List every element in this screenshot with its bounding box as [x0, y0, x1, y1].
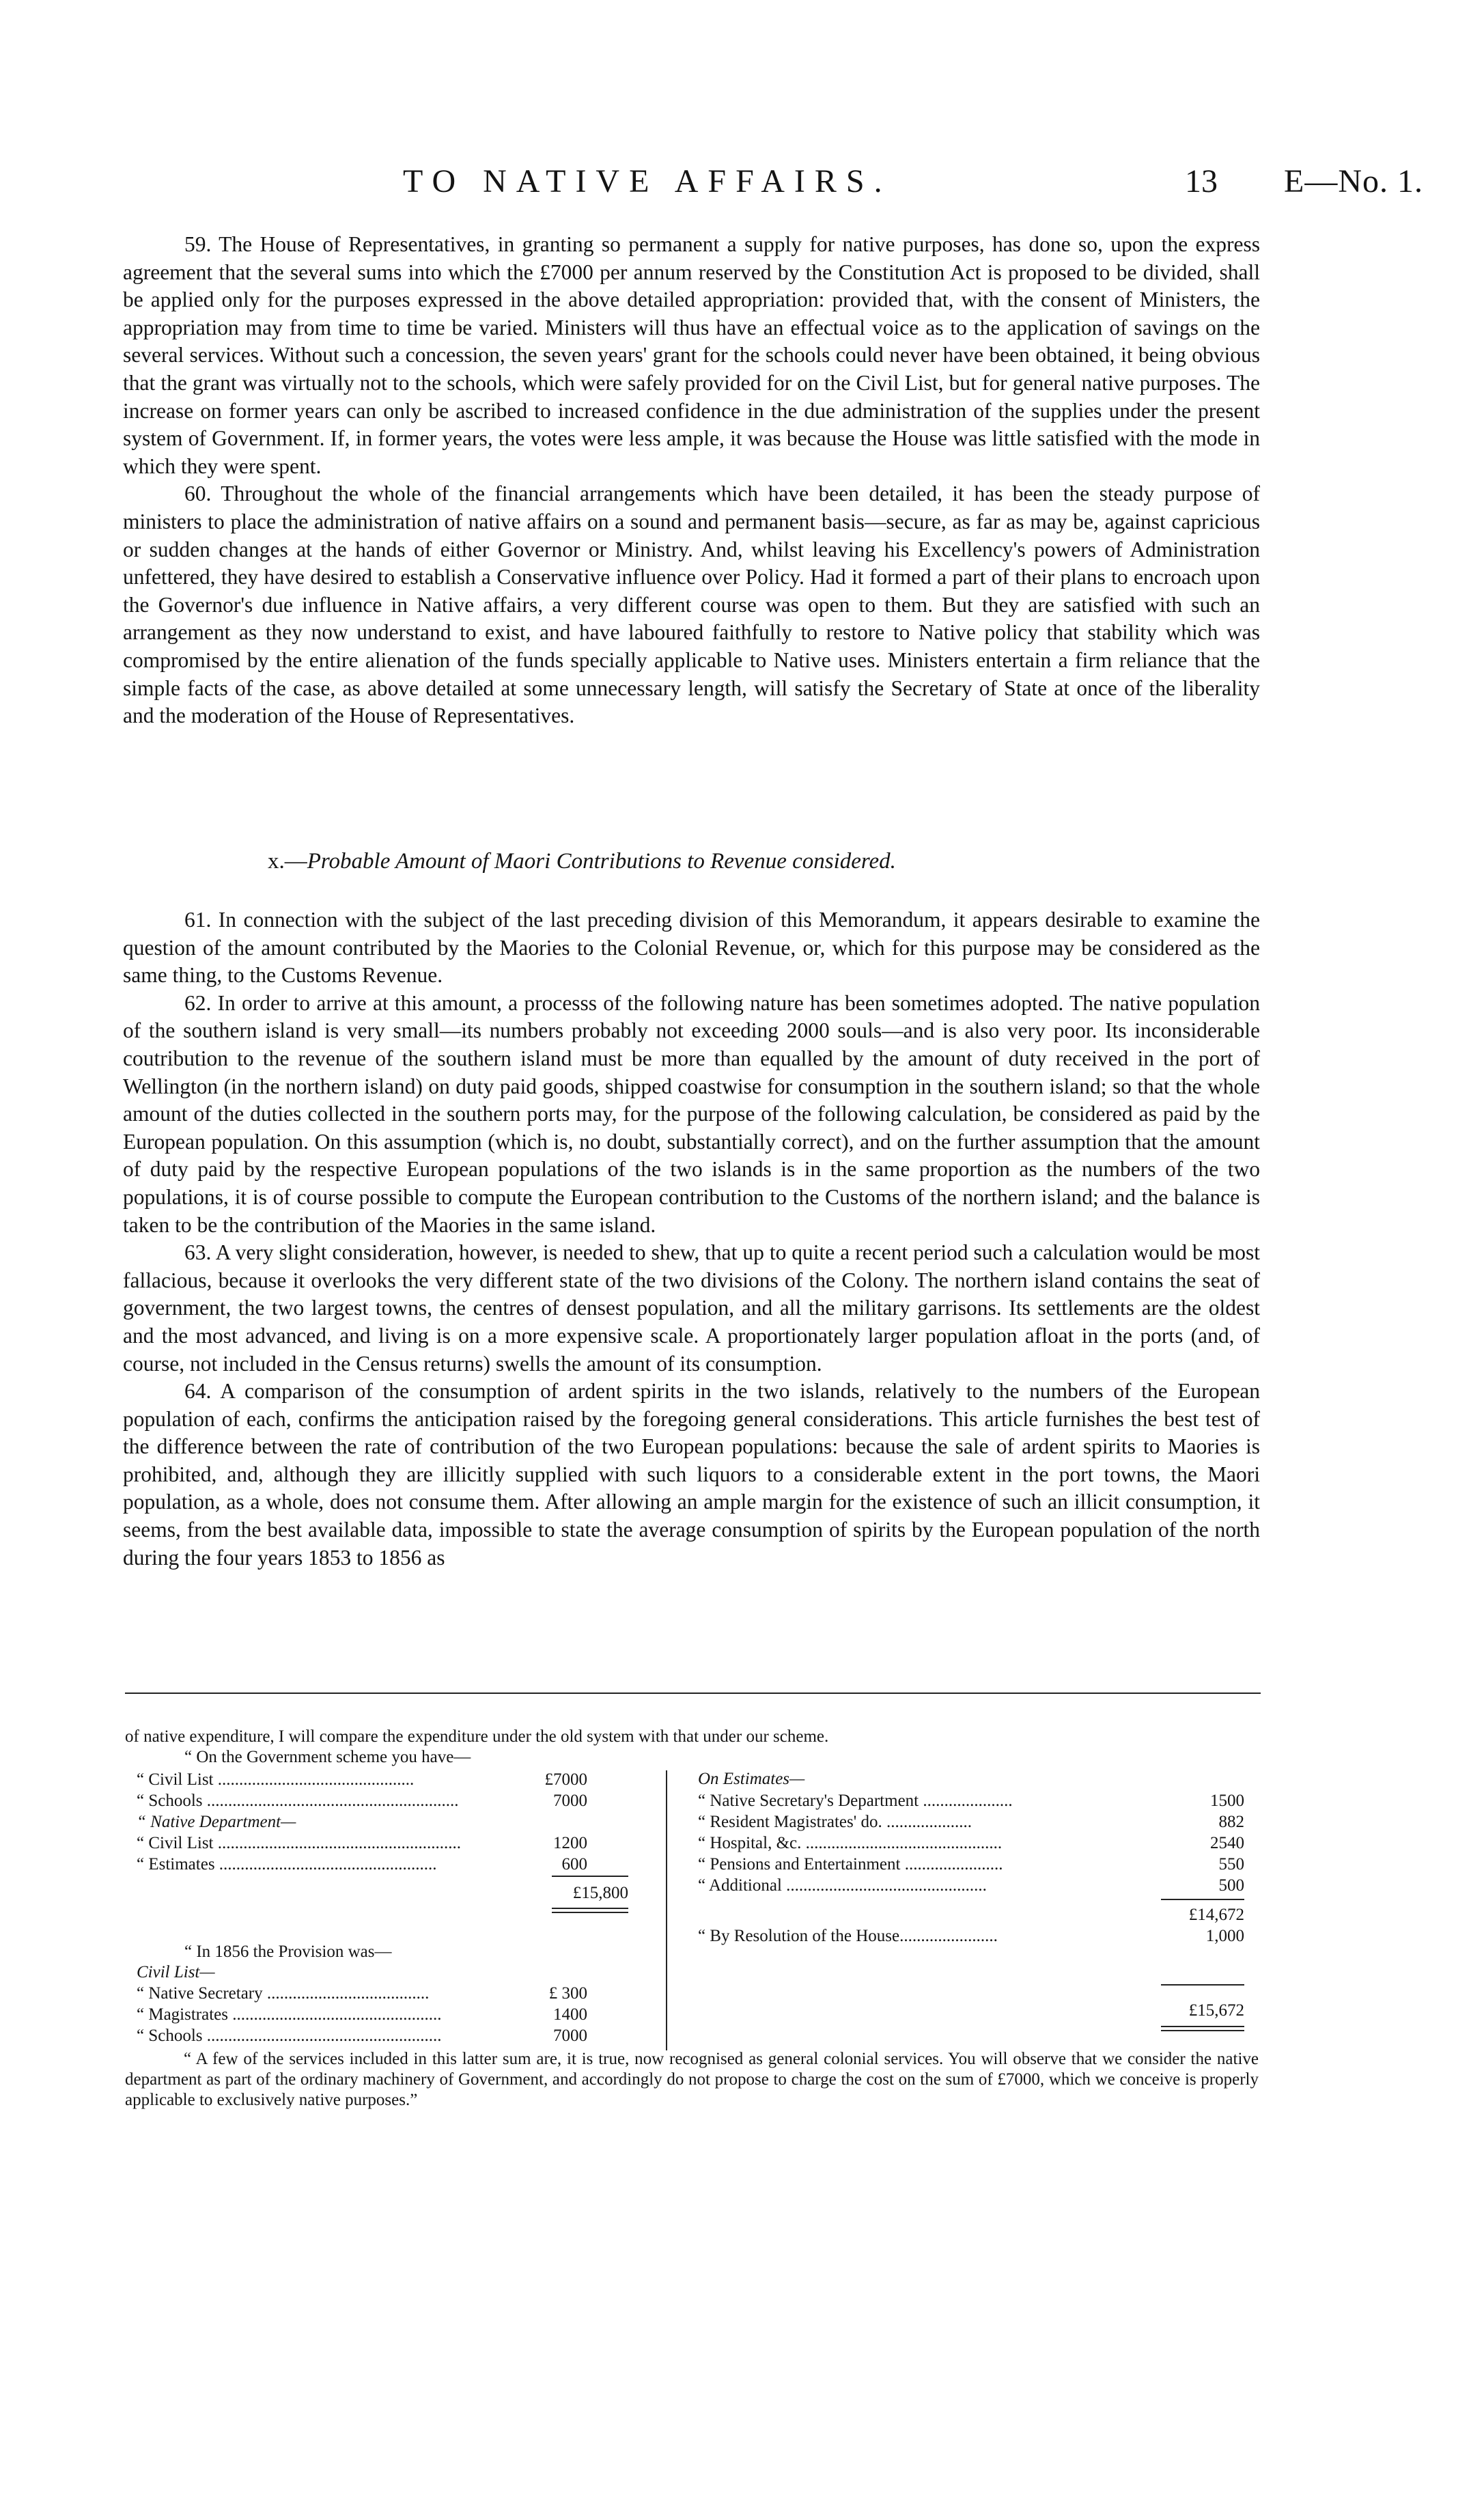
- ledger-estimates: [698, 1790, 1244, 1896]
- ledger-label: “ Magistrates .................................................: [137, 2005, 442, 2024]
- ledger-1856-provision: [137, 1983, 587, 2046]
- paragraph-63: 63. A very slight consideration, however, is needed to shew, that up to quite a recent period such a calculation would be most fallacious, because it overlooks the very different state of the two divisions of the Colony. The northern island contains the seat of government, the two largest towns, the centres of densest population, and all the military garrisons. Its settlements are the oldest and the most advanced, and living is on a more expensive scale. A proportionately larger population afloat in the ports (and, of course, not included in the Census returns) swells the amount of its consumption.: [123, 1240, 1260, 1376]
- ledger-amount: 1,000: [1205, 1927, 1244, 1945]
- section-heading: [268, 849, 896, 874]
- column-divider: [666, 1770, 667, 2050]
- ledger-amount: 1400: [553, 2005, 587, 2024]
- ledger-row: [698, 1833, 1244, 1854]
- ledger-label: “ Civil List ..............................................: [137, 1770, 415, 1789]
- ledger-row: [698, 1811, 1244, 1833]
- paragraph-60: 60. Throughout the whole of the financial arrangements which have been detailed, it has been the steady purpose of ministers to place the administration of native affairs on a sound and permanent basis—secure, as far as may be, against capricious or sudden changes at the hands of either Governor or Ministry. And, whilst leaving his Excellency's powers of Administration unfettered, they have desired to establish a Conservative influence over Policy. Had it formed a part of their plans to encroach upon the Governor's due influence in Native affairs, a very different course was open to them. But they are satisfied with such an arrangement as they now understand to exist, and have laboured faithfully to restore to Native policy that stability which was compromised by the entire alienation of the funds specially applicable to Native uses. Ministers entertain a firm reliance that the simple facts of the case, as above detailed at some unnecessary length, will satisfy the Secretary of State at once of the liberality and the moderation of the House of Representatives.: [123, 482, 1260, 728]
- ledger-label: “ Hospital, &c. ..............................................: [698, 1834, 1003, 1852]
- paragraph-block-2: [123, 906, 1260, 1572]
- ledger-amount: 2540: [1210, 1834, 1244, 1852]
- ledger-label: “ Native Secretary's Department .....................: [698, 1792, 1013, 1810]
- ledger-amount: 7000: [553, 1792, 587, 1810]
- ledger-row: [698, 1875, 1244, 1896]
- ledger-label: “ Schools ...........................................................: [137, 1792, 459, 1810]
- ledger-government-scheme: [137, 1769, 587, 1875]
- ledger-row: [137, 1854, 587, 1875]
- ledger-label: “ Native Department—: [137, 1813, 296, 1831]
- section-heading-number: x.—: [268, 849, 307, 874]
- ledger-label: “ Pensions and Entertainment .......................: [698, 1855, 1003, 1874]
- ledger-amount: 1500: [1210, 1792, 1244, 1810]
- ledger-row: [137, 1811, 587, 1833]
- ledger-label: “ Resident Magistrates' do. ....................: [698, 1813, 972, 1831]
- ledger-label: “ Civil List .........................................................: [137, 1834, 461, 1852]
- ledger-total: £15,800: [572, 1884, 628, 1902]
- ledger-label: “ By Resolution of the House.......................: [698, 1927, 998, 1945]
- sum-rule: [552, 1912, 628, 1913]
- ledger-row: [698, 2000, 1244, 2021]
- paragraph-59: 59. The House of Representatives, in granting so permanent a supply for native purposes, has done so, upon the express agreement that the several sums into which the £7000 per annum reserved by the Constitution Act is proposed to be divided, shall be applied only for the purposes expressed in the above detailed appropriation: provided that, with the consent of Ministers, the appropriation may from time to time be varied. Ministers will thus have an effectual voice as to the application of savings on the several services. Without such a concession, the seven years' grant for the schools could never have been obtained, it being obvious that the grant was virtually not to the schools, which were safely provided for on the Civil List, but for general native purposes. The increase on former years can only be ascribed to increased confidence in the due administration of the supplies under the present system of Government. If, in former years, the votes were less ample, it was because the House was little satisfied with the mode in which they were spent.: [123, 232, 1260, 478]
- ledger-row: [137, 1833, 587, 1854]
- paragraph-62: 62. In order to arrive at this amount, a processs of the following nature has been sometimes adopted. The native population of the southern island is very small—its numbers probably not exceeding 2000 souls—and is also very poor. Its inconsiderable coutribution to the revenue of the southern island must be more than equalled by the amount of duty received in the port of Wellington (in the northern island) on duty paid goods, shipped coastwise for consumption in the southern island; so that the whole amount of the duties collected in the southern ports may, for the purpose of the following calculation, be considered as paid by the European population. On this assumption (which is, no doubt, substantially correct), and on the further assumption that the amount of duty paid by the respective European populations of the two islands is in the same proportion as the numbers of the two populations, it is of course possible to compute the European contribution to the Customs of the northern island; and the balance is taken to be the contribution of the Maories in the same island.: [123, 990, 1260, 1237]
- ledger-row: [137, 1769, 587, 1790]
- page-number: 13: [1185, 163, 1218, 199]
- ledger-estimates-total: [698, 2000, 1244, 2021]
- ledger-left-total: [137, 1882, 628, 1904]
- ledger-label: “ Additional ...............................................: [698, 1876, 987, 1895]
- ledger-amount: 882: [1218, 1813, 1244, 1831]
- ledger-amount: 500: [1218, 1876, 1244, 1895]
- ledger-estimates-subtotal: [698, 1904, 1244, 1947]
- sum-rule: [552, 1876, 628, 1877]
- section-heading-text: Probable Amount of Maori Contributions to Revenue considered.: [307, 849, 896, 874]
- running-header-title: TO NATIVE AFFAIRS.: [403, 163, 892, 199]
- footnote-estimates-heading: On Estimates—: [698, 1770, 805, 1788]
- ledger-row: [137, 2025, 587, 2046]
- footnote-intro: of native expenditure, I will compare the expenditure under the old system with that under our scheme.: [125, 1727, 829, 1746]
- ledger-row: [698, 1854, 1244, 1875]
- paragraph-61: 61. In connection with the subject of the last preceding division of this Memorandum, it appears desirable to examine the question of the amount contributed by the Maories to the Colonial Revenue, or, which for this purpose may be considered as the same thing, to the Customs Revenue.: [123, 908, 1260, 988]
- footnote-divider: [125, 1693, 1261, 1694]
- ledger-row: [137, 1790, 587, 1811]
- footnote-left-heading: “ On the Government scheme you have—: [184, 1748, 471, 1766]
- ledger-amount: 1200: [553, 1834, 587, 1852]
- footnote-closing-quote: “ A few of the services included in this latter sum are, it is true, now recognised as general colonial services. You will observe that we consider the native department as part of the ordinary machinery of Government, and accordingly do not propose to charge the cost on the sum of £7000, which we conceive is properly applicable to exclusively native purposes.”: [125, 2050, 1259, 2109]
- sum-rule: [1161, 2026, 1244, 2027]
- ledger-row: [137, 1882, 628, 1904]
- document-reference: E—No. 1.: [1284, 163, 1423, 199]
- paragraph-block-1: [123, 231, 1260, 730]
- ledger-label: “ Schools .......................................................: [137, 2027, 442, 2045]
- footnote-provision-heading: “ In 1856 the Provision was—: [184, 1942, 392, 1961]
- ledger-amount: 600: [561, 1855, 587, 1874]
- sum-rule: [1161, 1899, 1244, 1900]
- sum-rule: [552, 1908, 628, 1909]
- ledger-amount: £7000: [544, 1770, 587, 1789]
- ledger-amount: 550: [1218, 1855, 1244, 1874]
- ledger-row: [137, 1983, 587, 2004]
- paragraph-64: 64. A comparison of the consumption of ardent spirits in the two islands, relatively to the numbers of the European population of each, confirms the anticipation raised by the foregoing general considerations. This article furnishes the best test of the difference between the rate of contribution of the two European populations: because the sale of ardent spirits to Maories is prohibited, and, although they are illicitly supplied with such liquors to a considerable extent in the port towns, the Maori population, as a whole, does not consume them. After allowing an ample margin for the existence of such an illicit consumption, it seems, from the best available data, impossible to state the average consumption of spirits by the European population of the north during the four years 1853 to 1856 as: [123, 1379, 1260, 1570]
- ledger-row: [698, 1925, 1244, 1947]
- ledger-row: [137, 2004, 587, 2025]
- ledger-row: [698, 1790, 1244, 1811]
- ledger-amount: 7000: [553, 2027, 587, 2045]
- sum-rule: [1161, 1984, 1244, 1986]
- ledger-subtotal: £14,672: [1188, 1906, 1244, 1924]
- ledger-label: “ Native Secretary ......................................: [137, 1984, 430, 2003]
- sum-rule: [1161, 2030, 1244, 2031]
- ledger-row: [698, 1904, 1244, 1925]
- ledger-amount: £ 300: [548, 1984, 587, 2003]
- footnote-civil-list-heading: Civil List—: [137, 1963, 215, 1981]
- ledger-label: “ Estimates ...................................................: [137, 1855, 437, 1874]
- ledger-total: £15,672: [1188, 2001, 1244, 2020]
